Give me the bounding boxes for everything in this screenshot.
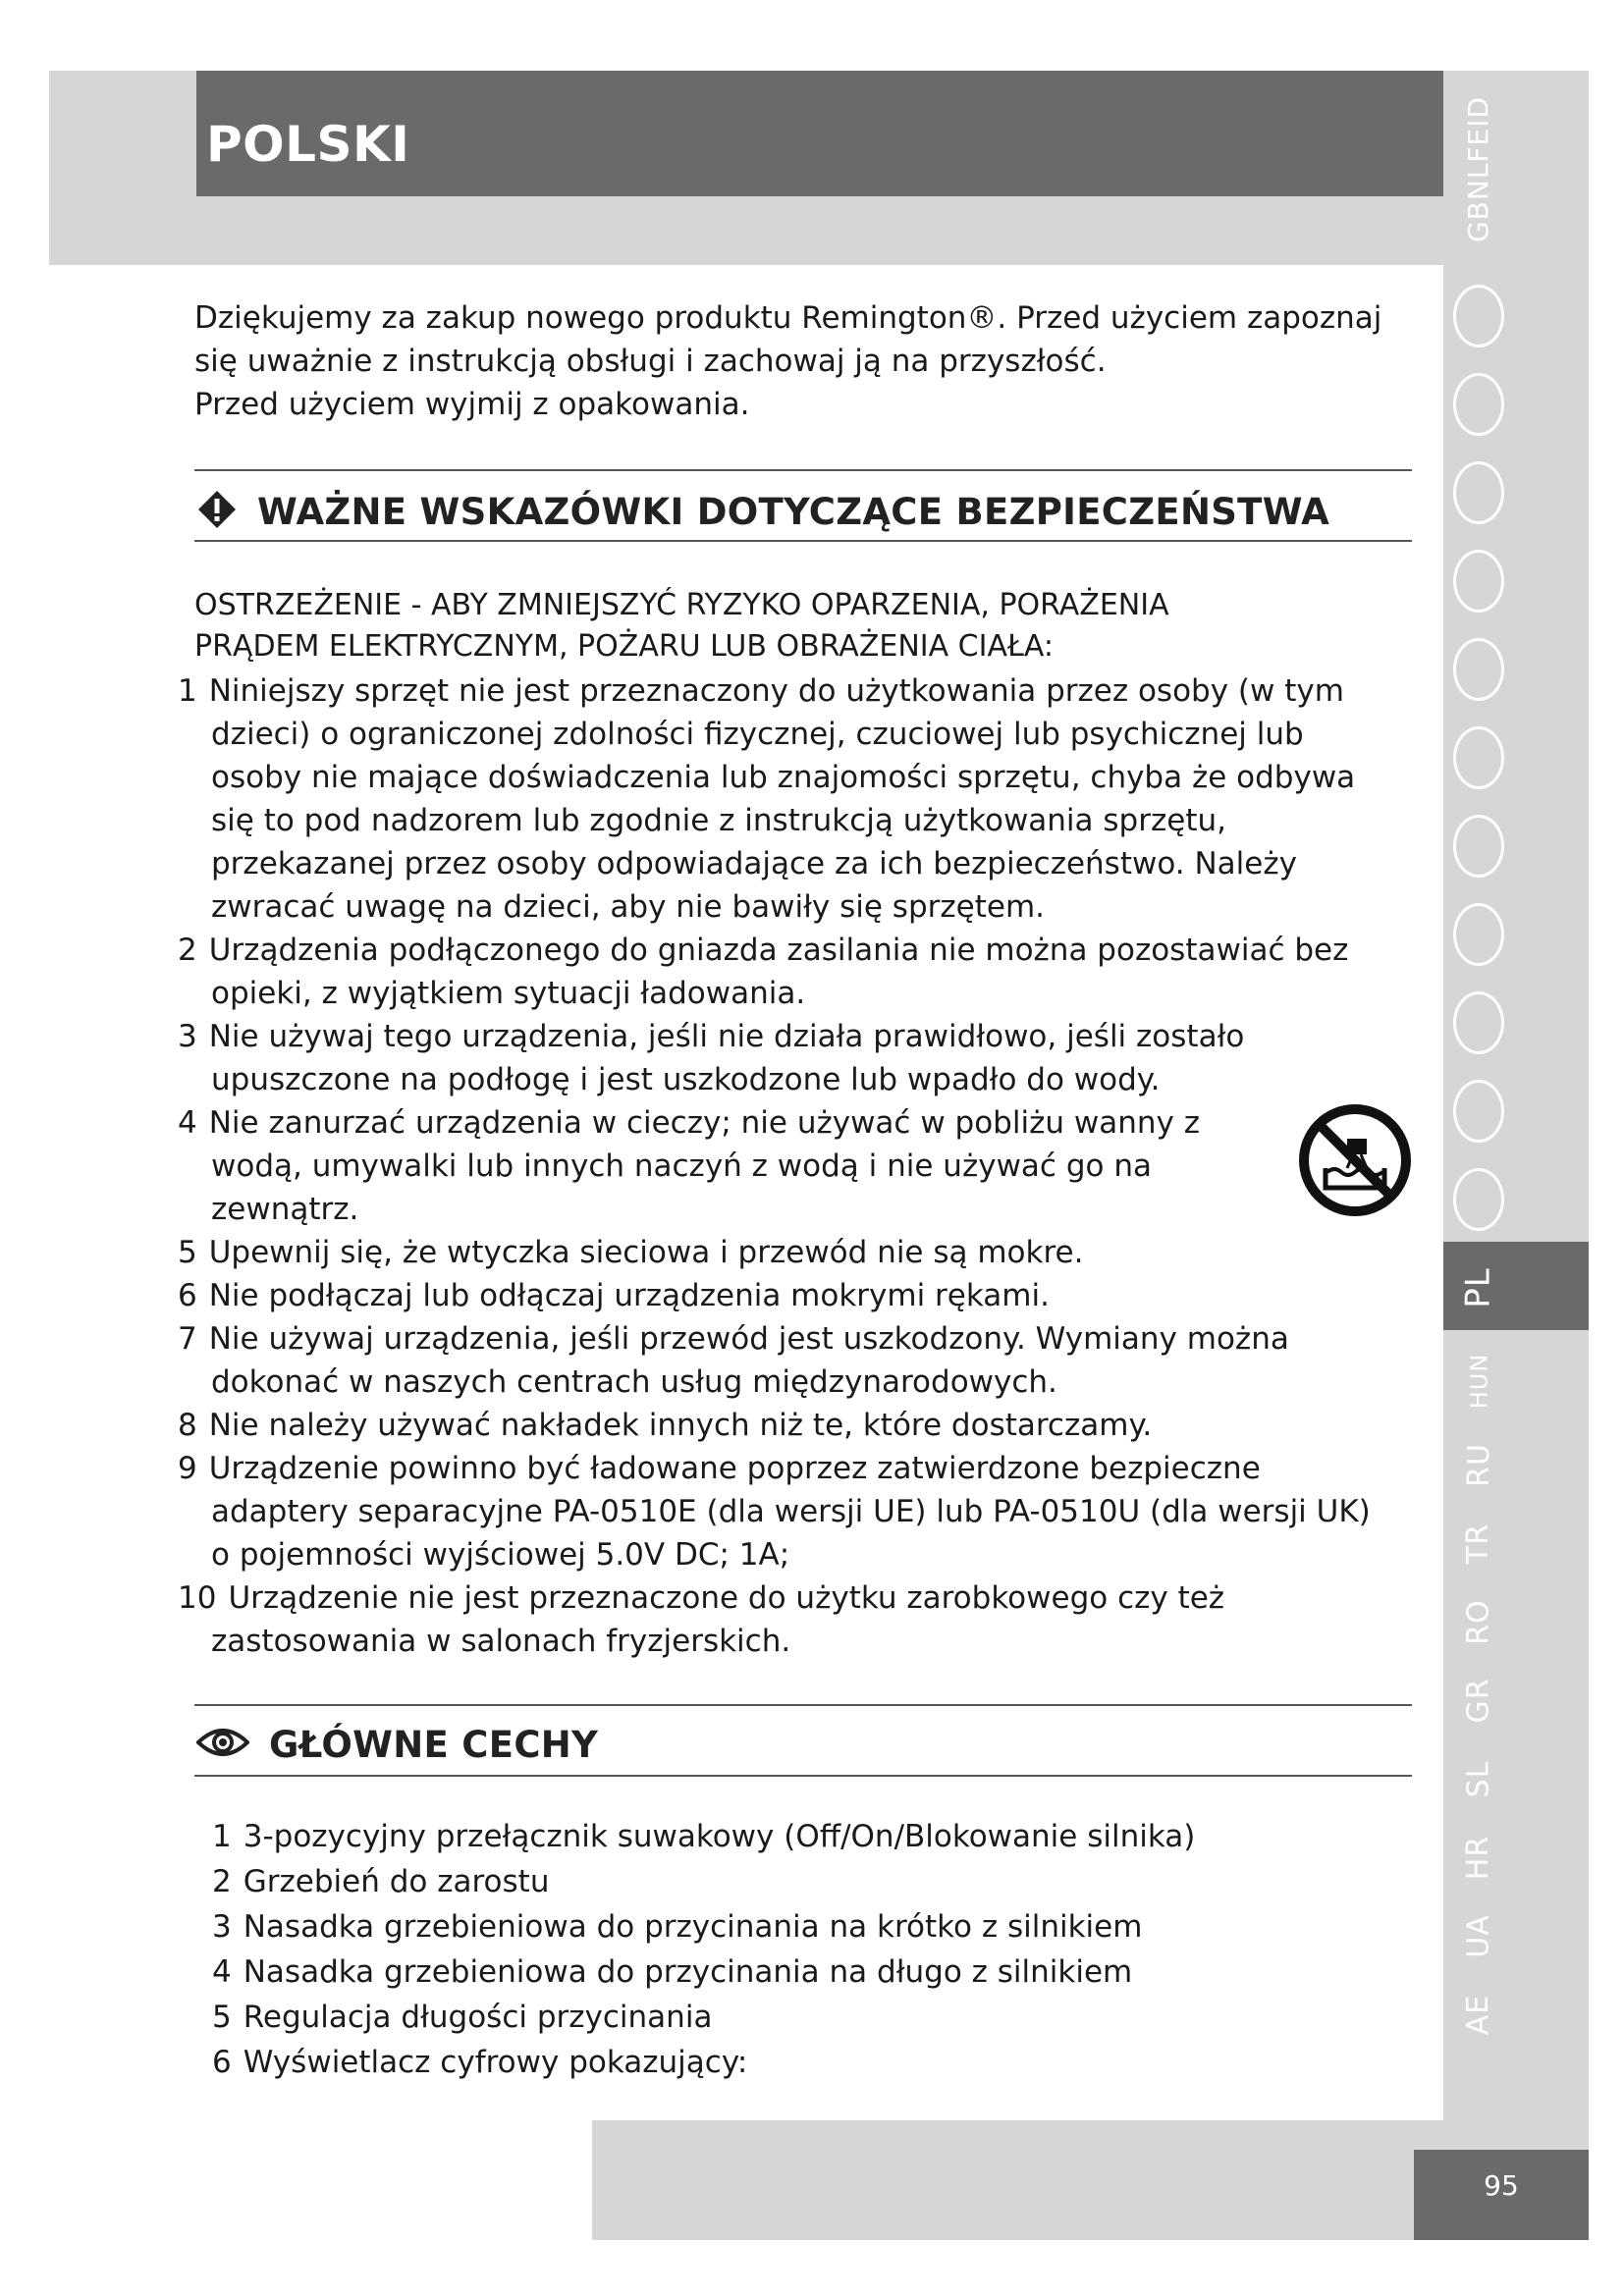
intro-line: Dziękujemy za zakup nowego produktu Remington®. Przed użyciem zapoznaj [194, 300, 1382, 336]
circle-icon [1453, 991, 1504, 1054]
language-tab-ru[interactable]: RU [1461, 1442, 1496, 1487]
list-item: 1 3-pozycyjny przełącznik suwakowy (Off/On/Blokowanie silnika) [212, 1819, 1196, 1854]
list-item: 4 Nasadka grzebieniowa do przycinania na długo z silnikiem [212, 1954, 1133, 1990]
list-item: 7 Nie używaj urządzenia, jeśli przewód jest uszkodzony. Wymiany można dokonać w naszych centrach usług międzynarodowych. [178, 1321, 1289, 1400]
no-water-icon [1296, 1101, 1414, 1219]
language-tab-empty[interactable] [1443, 797, 1514, 895]
list-item: 3 Nasadka grzebieniowa do przycinania na krótko z silnikiem [212, 1909, 1143, 1945]
list-item: 5 Regulacja długości przycinania [212, 2000, 713, 2035]
circle-icon [1453, 1168, 1504, 1231]
list-item: 6 Nie podłączaj lub odłączaj urządzenia mokrymi rękami. [178, 1278, 1050, 1313]
language-tab-empty[interactable] [1443, 444, 1514, 542]
language-tab-empty[interactable] [1443, 355, 1514, 454]
list-item: 8 Nie należy używać nakładek innych niż te, które dostarczamy. [178, 1408, 1153, 1443]
divider [194, 469, 1412, 471]
language-tab-hun[interactable]: HUN [1464, 1353, 1492, 1410]
language-tab-empty[interactable] [1443, 1062, 1514, 1160]
warning-icon [196, 489, 238, 539]
list-item: 3 Nie używaj tego urządzenia, jeśli nie działa prawidłowo, jeśli zostało upuszczone na podłogę i jest uszkodzone lub wpadło do wody. [178, 1019, 1245, 1097]
language-tab-empty[interactable] [1443, 1150, 1514, 1249]
list-item: 2 Grzebień do zarostu [212, 1864, 550, 1899]
divider [194, 1775, 1412, 1777]
circle-icon [1453, 550, 1504, 613]
language-tab-sl[interactable]: SL [1461, 1760, 1496, 1797]
language-tabs [1443, 71, 1514, 2132]
eye-icon [196, 1725, 249, 1769]
list-item: 10 Urządzenie nie jest przeznaczone do użytku zarobkowego czy też zastosowania w salonach fryzjerskich. [178, 1580, 1225, 1659]
language-tab-empty[interactable] [1443, 974, 1514, 1072]
language-tab-top-group[interactable] [1443, 71, 1514, 267]
circle-icon [1453, 903, 1504, 966]
circle-icon [1453, 638, 1504, 701]
safety-list [178, 669, 1371, 1663]
language-tab-gr[interactable]: GR [1461, 1677, 1496, 1724]
intro-line: Przed użyciem wyjmij z opakowania. [194, 387, 750, 422]
language-tab-empty[interactable] [1443, 620, 1514, 719]
language-tab-empty[interactable] [1443, 709, 1514, 807]
list-item: 4 Nie zanurzać urządzenia w cieczy; nie używać w pobliżu wanny z wodą, umywalki lub innych naczyń z wodą i nie używać go na zewnątrz. [178, 1105, 1200, 1227]
warning-text: OSTRZEŻENIE - ABY ZMNIEJSZYĆ RYZYKO OPARZENIA, PORAŻENIA PRĄDEM ELEKTRYCZNYM, POŻARU LUB OBRAŻENIA CIAŁA: [194, 588, 1169, 664]
language-tab-ua[interactable]: UA [1461, 1913, 1496, 1958]
language-tab-empty[interactable] [1443, 885, 1514, 984]
language-tab-empty[interactable] [1443, 532, 1514, 630]
list-item: 9 Urządzenie powinno być ładowane poprzez zatwierdzone bezpieczne adaptery separacyjne PA-0510E (dla wersji UE) lub PA-0510U (dla wersji UK) o pojemności wyjściowej 5.0V DC; 1A; [178, 1451, 1371, 1573]
language-tab-label-top: GBNLFEID [1462, 95, 1495, 242]
intro-text [194, 296, 1402, 426]
page-title: POLSKI [206, 116, 410, 173]
list-item: 1 Niniejszy sprzęt nie jest przeznaczony do użytkowania przez osoby (w tym dzieci) o ograniczonej zdolności fizycznej, czuciowej lub psychicznej lub osoby nie mające doświadczenia lub znajomości sprzętu, chyba że odbywa się to pod nadzorem lub zgodnie z instrukcją użytkowania sprzętu, przekazanej przez osoby odpowiadające za ich bezpieczeństwo. Należy zwracać uwagę na dzieci, aby nie bawiły się sprzętem. [178, 673, 1356, 925]
list-item: 5 Upewnij się, że wtyczka sieciowa i przewód nie są mokre. [178, 1235, 1084, 1270]
circle-icon [1453, 285, 1504, 347]
circle-icon [1453, 1080, 1504, 1143]
circle-icon [1453, 461, 1504, 524]
page-number: 95 [1484, 2169, 1519, 2202]
features-heading: GŁÓWNE CECHY [196, 1724, 598, 1769]
safety-heading: WAŻNE WSKAZÓWKI DOTYCZĄCE BEZPIECZEŃSTWA [196, 489, 1329, 539]
language-tab-tr[interactable]: TR [1461, 1522, 1496, 1564]
circle-icon [1453, 373, 1504, 436]
language-tab-pl[interactable]: PL [1458, 1267, 1498, 1308]
intro-line: się uważnie z instrukcją obsługi i zachowaj ją na przyszłość. [194, 344, 1107, 379]
language-tab-ro[interactable]: RO [1461, 1598, 1496, 1645]
circle-icon [1453, 726, 1504, 789]
list-item: 6 Wyświetlacz cyfrowy pokazujący: [212, 2045, 748, 2080]
list-item: 2 Urządzenia podłączonego do gniazda zasilania nie można pozostawiać bez opieki, z wyjątkiem sytuacji ładowania. [178, 933, 1349, 1011]
features-list [194, 1814, 1412, 2085]
divider [194, 540, 1412, 542]
divider [194, 1704, 1412, 1706]
language-tab-empty[interactable] [1443, 267, 1514, 365]
circle-icon [1453, 815, 1504, 878]
language-tab-ae[interactable]: AE [1461, 1994, 1496, 2035]
language-tab-hr[interactable]: HR [1461, 1835, 1496, 1880]
